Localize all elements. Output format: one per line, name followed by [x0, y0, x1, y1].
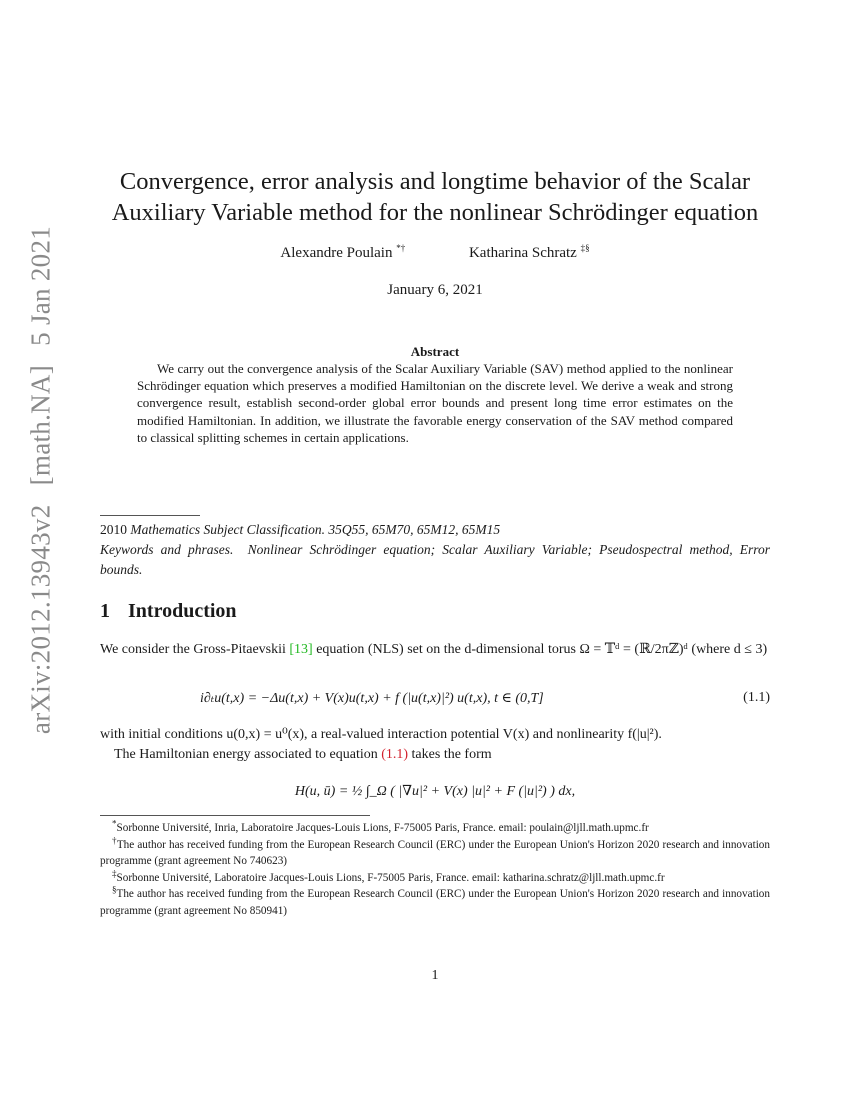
arxiv-id: arXiv:2012.13943v2 — [25, 504, 56, 735]
paragraph-text: takes the form — [408, 747, 492, 762]
paragraph — [100, 725, 770, 765]
msc-label: Mathematics Subject Classification. — [130, 522, 325, 537]
footnote-mark: ‡ — [112, 867, 117, 878]
abstract-text: We carry out the convergence analysis of the Scalar Auxiliary Variable (SAV) method applied to the nonlinear Schrödinger equation which preserves a modified Hamiltonian on the discrete level. We derive a weak and strong convergence result, establish second-order global error bounds and present long time error estimates on the modified Hamiltonian. In addition, we illustrate the favorable energy conservation of the SAV method compared to classical splitting schemes in certain applications. — [137, 361, 733, 445]
keywords-text: Nonlinear Schrödinger equation; Scalar Auxiliary Variable; Pseudospectral method, Error bounds. — [100, 542, 770, 577]
paragraph — [100, 640, 770, 660]
paragraph-text: The Hamiltonian energy associated to equation — [114, 747, 382, 762]
arxiv-date: 5 Jan 2021 — [25, 225, 56, 346]
footnote-mark: * — [112, 818, 117, 829]
author — [469, 245, 590, 262]
paper-title: Convergence, error analysis and longtime behavior of the Scalar Auxiliary Variable method for the nonlinear Schrödinger equation — [111, 168, 759, 226]
footnote — [100, 820, 770, 837]
hamiltonian-equation: H(u, ū) = ½ ∫_Ω ( |∇u|² + V(x) |u|² + F (|u|²) ) dx, — [294, 784, 576, 799]
divider — [100, 515, 200, 516]
author-footnote-marks[interactable]: *† — [396, 243, 406, 253]
paragraph-text: with initial conditions u(0,x) = u⁰(x), a real-valued interaction potential V(x) and nonlinearity f(|u|²). — [100, 727, 662, 742]
section-heading — [100, 600, 237, 623]
msc-codes: 35Q55, 65M70, 65M12, 65M15 — [328, 522, 501, 537]
footnote-mark: † — [112, 834, 117, 845]
footnote — [100, 886, 770, 919]
paragraph-text: equation (NLS) set on the d-dimensional torus Ω = 𝕋ᵈ = (ℝ/2πℤ)ᵈ (where d ≤ 3) — [312, 642, 768, 657]
footnote-text: Sorbonne Université, Laboratoire Jacques-Louis Lions, F-75005 Paris, France. email: katharina.schratz@ljll.math.upmc.fr — [116, 871, 665, 884]
msc-year: 2010 — [100, 522, 127, 537]
footnote-text: Sorbonne Université, Inria, Laboratoire Jacques-Louis Lions, F-75005 Paris, France. email: poulain@ljll.math.upmc.fr — [116, 822, 649, 834]
footnote-divider — [100, 815, 370, 816]
abstract-heading: Abstract — [410, 344, 460, 359]
author-list — [100, 245, 770, 262]
arxiv-category: [math.NA] — [25, 364, 56, 486]
footnote-text: The author has received funding from the European Research Council (ERC) under the European Union's Horizon 2020 research and innovation programme (grant agreement No 740623) — [100, 838, 770, 867]
section-title: Introduction — [128, 600, 237, 622]
equation-ref-link[interactable]: (1.1) — [381, 747, 409, 762]
paragraph-text: We consider the Gross-Pitaevskii — [100, 642, 290, 657]
section-number: 1 — [100, 600, 110, 622]
footnote — [100, 834, 770, 870]
footnote-mark: § — [112, 884, 117, 895]
footnote — [100, 867, 770, 887]
arxiv-sidebar-stamp — [26, 220, 57, 740]
footnote-text: The author has received funding from the European Research Council (ERC) under the European Union's Horizon 2020 research and innovation programme (grant agreement No 850941) — [100, 888, 770, 917]
author-name: Alexandre Poulain — [280, 245, 393, 261]
footnotes — [100, 820, 770, 919]
equation-number: (1.1) — [743, 690, 770, 705]
page-number: 1 — [431, 968, 439, 983]
author-name: Katharina Schratz — [468, 245, 577, 261]
keywords-label: Keywords and phrases. — [100, 542, 234, 557]
paper-date: January 6, 2021 — [387, 282, 483, 298]
author-footnote-marks[interactable]: ‡§ — [580, 243, 590, 253]
equation-body: i∂ₜu(t,x) = −Δu(t,x) + V(x)u(t,x) + f (|u(t,x)|²) u(t,x), t ∈ (0,T] — [200, 691, 544, 706]
keywords — [100, 540, 770, 579]
citation-link[interactable]: [13] — [289, 642, 313, 657]
author — [280, 245, 405, 262]
subject-classification — [100, 521, 770, 539]
